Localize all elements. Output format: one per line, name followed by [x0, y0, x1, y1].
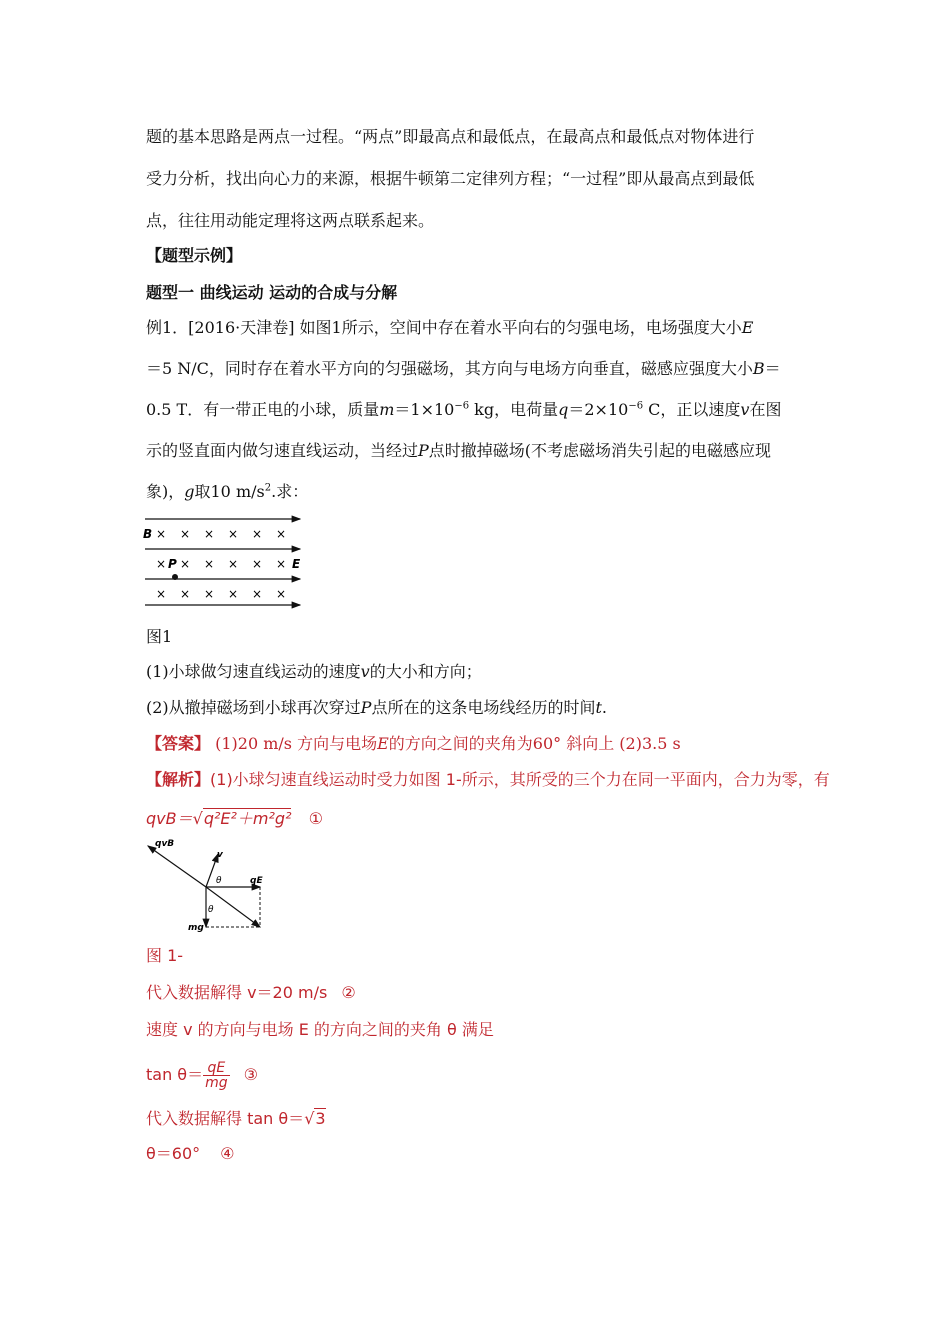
example-line-5: 象)，g取10 $m/s^2$.求：	[146, 482, 309, 501]
figure-1-caption: 图1	[146, 627, 173, 646]
cross-row-1	[156, 527, 286, 541]
svg-text:×: ×	[276, 527, 287, 541]
intro-line-3: 点，往往用动能定理将这两点联系起来。	[146, 211, 435, 230]
analysis-line-2: 代入数据解得 v＝20 m/s ②	[146, 983, 356, 1002]
figure-1-diagram	[140, 510, 310, 610]
question-2: (2)从撤掉磁场到小球再次穿过P点所在的这条电场线经历的时间t.	[146, 698, 607, 717]
analysis-line-5: 代入数据解得 tan θ＝√3	[146, 1109, 326, 1128]
answer-label: 【答案】	[146, 734, 211, 753]
force-diagram	[140, 832, 280, 937]
analysis-label: 【解析】	[146, 770, 211, 789]
label-qe: qE	[250, 876, 263, 886]
label-v: v	[217, 850, 223, 860]
svg-text:×: ×	[156, 587, 167, 601]
force-qvb	[148, 846, 206, 887]
svg-text:×: ×	[228, 587, 239, 601]
example-line-3: 0.5 T．有一带正电的小球，质量$m=1\times 10^{-6}$ kg，电荷量$q=2\times 10^{-6}$ C，正以速度v在图	[146, 400, 782, 419]
svg-text:×: ×	[228, 557, 239, 571]
analysis-eq-1: qvB＝√q²E²＋m²g² ①	[146, 809, 323, 828]
svg-text:×: ×	[276, 557, 287, 571]
example-line-2: ＝5 N/C，同时存在着水平方向的匀强磁场，其方向与电场方向垂直，磁感应强度大小B＝	[146, 359, 781, 378]
svg-text:×: ×	[204, 587, 215, 601]
answer-line: 【答案】 (1)20 m/s 方向与电场E的方向之间的夹角为60° 斜向上 (2)3.5 s	[146, 734, 681, 753]
label-mg: mg	[188, 923, 204, 933]
svg-text:×: ×	[252, 587, 263, 601]
analysis-line-6: θ＝60° ④	[146, 1144, 235, 1163]
intro-line-2: 受力分析，找出向心力的来源，根据牛顿第二定律列方程；“一过程”即从最高点到最低	[146, 169, 755, 188]
cross-row-3	[156, 587, 286, 601]
analysis-line-4: tan θ＝ $\frac{qE}{mg}$ ③	[146, 1060, 258, 1091]
svg-text:×: ×	[204, 557, 215, 571]
intro-line-1: 题的基本思路是两点一过程。“两点”即最高点和最低点，在最高点和最低点对物体进行	[146, 127, 755, 146]
svg-text:×: ×	[180, 557, 191, 571]
force-diagram-caption: 图 1-	[146, 946, 184, 965]
label-e: E	[292, 557, 301, 571]
analysis-line-3: 速度 v 的方向与电场 E 的方向之间的夹角 θ 满足	[146, 1020, 494, 1039]
svg-text:×: ×	[252, 557, 263, 571]
svg-text:×: ×	[156, 527, 167, 541]
example-line-4: 示的竖直面内做匀速直线运动，当经过P点时撤掉磁场(不考虑磁场消失引起的电磁感应现	[146, 441, 772, 460]
svg-text:×: ×	[156, 557, 167, 571]
label-qvb: qvB	[155, 839, 175, 849]
section-heading: 【题型示例】	[146, 246, 243, 265]
label-b: B	[143, 527, 153, 541]
label-theta-2: θ	[208, 905, 214, 915]
svg-text:×: ×	[276, 587, 287, 601]
topic-heading: 题型一 曲线运动 运动的合成与分解	[146, 283, 398, 302]
question-1: (1)小球做匀速直线运动的速度v的大小和方向；	[146, 662, 482, 681]
label-p: P	[168, 557, 177, 571]
example-line-1: 例1．[2016·天津卷] 如图1所示，空间中存在着水平向右的匀强电场，电场强度大小E	[146, 318, 754, 337]
svg-text:×: ×	[228, 527, 239, 541]
svg-text:×: ×	[180, 587, 191, 601]
analysis-line-1: 【解析】(1)小球匀速直线运动时受力如图 1-所示，其所受的三个力在同一平面内，合力为零，有	[146, 770, 830, 789]
point-p	[172, 574, 178, 580]
label-theta-1: θ	[216, 876, 222, 886]
svg-text:×: ×	[252, 527, 263, 541]
svg-text:×: ×	[204, 527, 215, 541]
svg-text:×: ×	[180, 527, 191, 541]
resultant-force	[206, 887, 260, 927]
